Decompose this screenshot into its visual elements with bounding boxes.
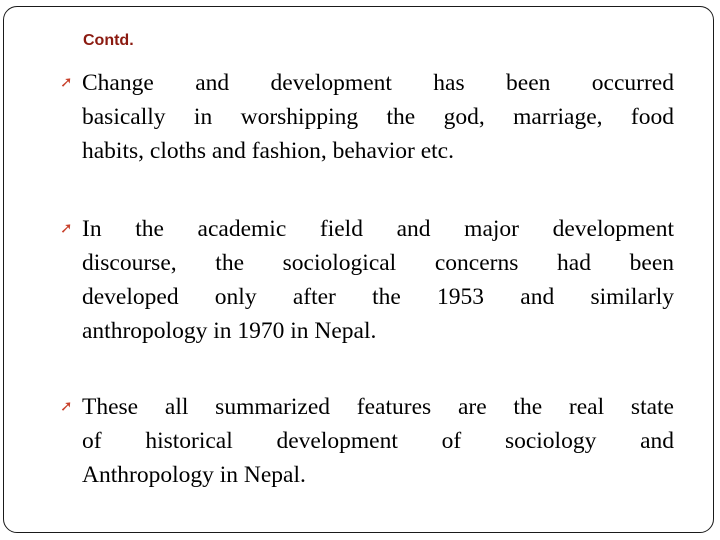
bullet-text-line: habits, cloths and fashion, behavior etc. (82, 138, 454, 164)
bullet-text-line: of historical development of sociology and (82, 428, 674, 454)
bullet-arrow-icon: ➚ (60, 221, 73, 237)
bullet-text-line: These all summarized features are the real state (82, 394, 674, 420)
bullet-text-line: Anthropology in Nepal. (82, 462, 306, 488)
slide-frame (3, 6, 714, 533)
bullet-text-line: anthropology in 1970 in Nepal. (82, 318, 377, 344)
bullet-point (60, 390, 674, 492)
bullet-text-line: discourse, the sociological concerns had been (82, 250, 674, 276)
bullet-text-line: Change and development has been occurred (82, 70, 674, 96)
bullet-point (60, 212, 674, 348)
bullet-text-line: developed only after the 1953 and similarly (82, 284, 674, 310)
bullet-point (60, 66, 674, 168)
bullet-arrow-icon: ➚ (60, 75, 73, 91)
slide-title: Contd. (83, 32, 134, 49)
bullet-arrow-icon: ➚ (60, 399, 73, 415)
bullet-text-line: In the academic field and major development (82, 216, 674, 242)
bullet-text-line: basically in worshipping the god, marriage, food (82, 104, 674, 130)
